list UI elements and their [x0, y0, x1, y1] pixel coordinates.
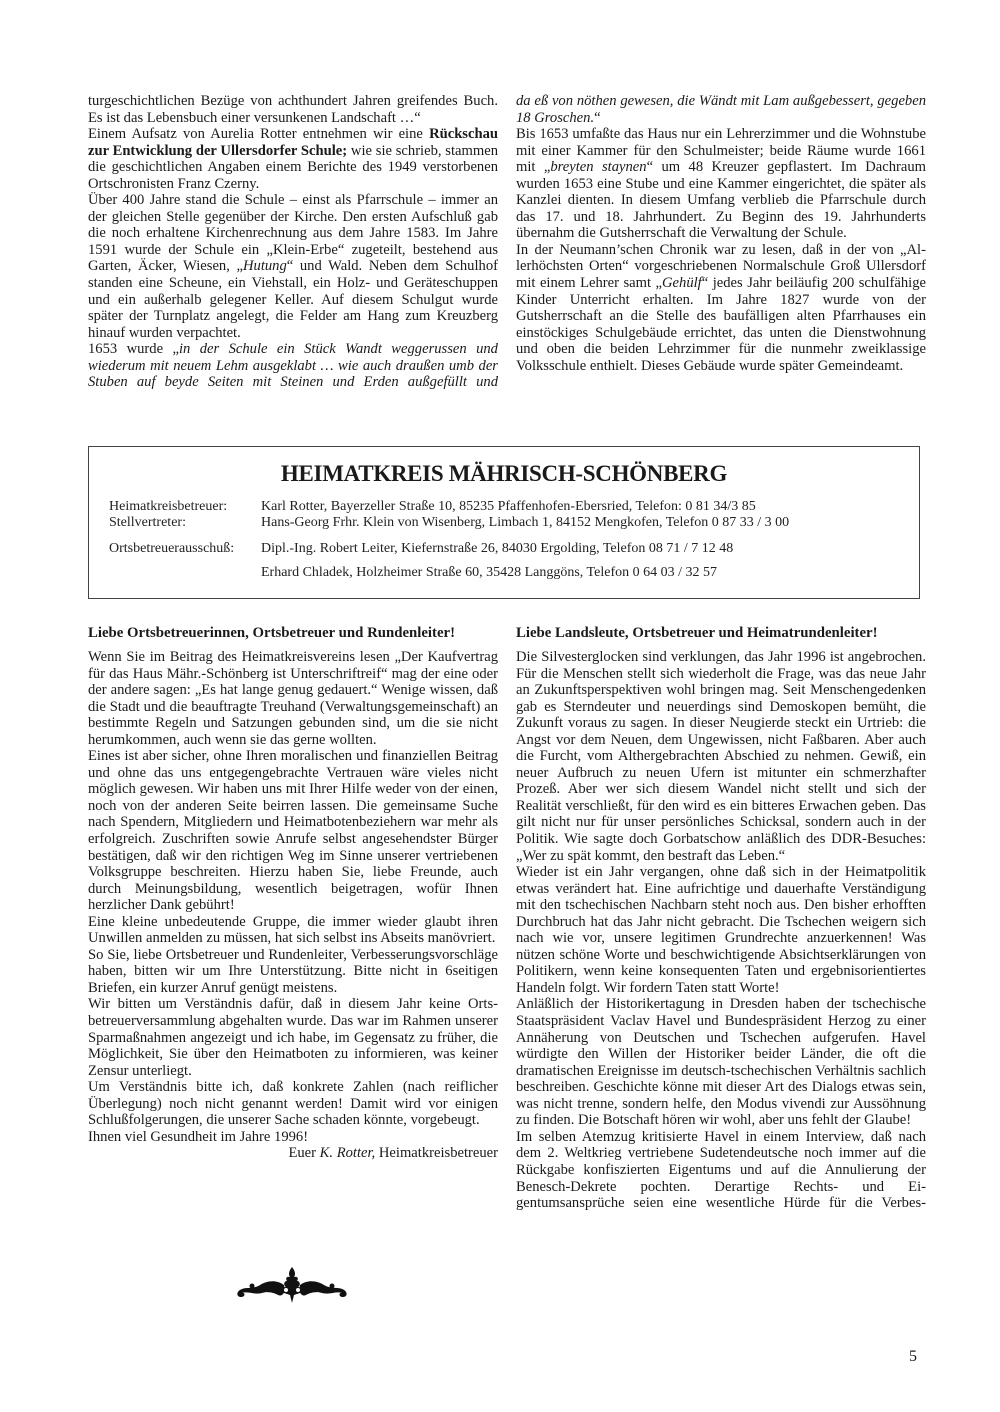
signature-name: K. Rotter,: [319, 1145, 376, 1162]
letter-heading: Liebe Landsleute, Ortsbetreuer und Heimatrundenleiter!: [516, 625, 878, 641]
paragraph: turgeschichtlichen Bezüge von achthundert Jahren greifendes Buch. Es ist das Lebensbuch einer versunkenen Landschaft …“: [88, 93, 498, 126]
paragraph: [88, 341, 498, 391]
italic-text: Gehülf: [662, 275, 702, 292]
paragraph: [88, 126, 498, 192]
paragraph: [88, 192, 498, 341]
info-row-ortsbetreuerausschuss-2: [109, 565, 717, 581]
info-label: Ortsbetreuerausschuß:: [109, 541, 235, 556]
paragraph: Eines ist aber sicher, ohne Ihren moralischen und finanziellen Beitrag und ohne das uns entgegengebrachte Vertrauen wäre vieles nicht möglich gewesen. Wir haben uns mit Ihrer Hilfe weder von der einen, noch von der anderen Seite beirren lassen. Die gemeinsame Suche nach Spendern, Mitgliedern und Heimatbotenbeziehern war mehr als erfolgreich. Zuschriften sowie Anrufe selbst angesehendster Bürger bestätigen, daß wir den richtigen Weg im Sinne unserer vertriebenen Volksgruppe beschreiten. Hierzu haben Sie, liebe Freunde, auch durch Meinungsbildung, wesentlich beigetragen, wofür Ihnen herzlicher Dank gebührt!: [88, 748, 498, 914]
paragraph: [516, 126, 926, 242]
text: 1653 wurde „: [88, 341, 179, 358]
paragraph: Eine kleine unbedeutende Gruppe, die immer wieder glaubt ihren Unwillen anmelden zu müssen, hat sich selbst ins Abseits manövriert.: [88, 913, 498, 947]
text: Heimatkreisbetreuer: [375, 1145, 498, 1162]
info-value: Hans-Georg Frhr. Klein von Wisenberg, Limbach 1, 84152 Mengkofen, Telefon 0 87 33 / 3 00: [261, 515, 790, 530]
paragraph: Um Verständnis bitte ich, daß konkrete Zahlen (nach reiflicher Überlegung) noch nicht genannt werden! Damit wird vor einigen Schlußfolgerungen, die unserer Sache schaden könnte, vorgebeugt.: [88, 1079, 498, 1129]
bold-text: Rückschau zur Entwicklung der Ullersdorfer Schule;: [88, 126, 498, 159]
info-value: Erhard Chladek, Holzheimer Straße 60, 35428 Langgöns, Telefon 0 64 03 / 32 57: [261, 565, 717, 580]
text: “ jedes Jahr beiläufig 200 schulfähige Kinder Unterricht erhalten. Im Jahre 1827 wurde von der Gutsherrschaft an die Stelle des baufälligen alten Pfarrhauses ein einstöckiges Schulgebäude errichtet, das unten die Dienstwohnung und oben die beiden Lehrzimmer für die nunmehr zweiklassige Volksschule enthielt. Dieses Gebäude wurde später Gemeindeamt.: [516, 275, 927, 374]
text: “: [594, 109, 601, 126]
signature: [88, 1145, 498, 1162]
italic-quote: da eß von nöthen gewesen, die Wändt mit Lam außgebessert, gegeben 18 Groschen.: [516, 93, 926, 126]
text: In der Neumann’schen Chronik war zu lesen, daß in der von „Allerhöchsten Orten“ vorgeschriebenen Normalschule Groß Ullersdorf mit einem Lehrer samt „: [516, 241, 926, 292]
paragraph: Wenn Sie im Beitrag des Heimatkreisvereins lesen „Der Kaufvertrag für das Haus Mähr.-Schönberg ist Unterschriftreif“ mag der eine oder der andere sagen: „Es hat lange genug gedauert.“ Wenige wissen, daß die Stadt und die beauftragte Treuhand (Verwaltungsgemeinschaft) an bestimmte Regeln und Satzungen gebunden sind, um die sie nicht herumkommen, auch wenn sie das gerne wollten.: [88, 649, 498, 748]
text: wie sie schrieb, stammen die geschichtlichen Angaben einem Berichte des 1949 verstorbenen Ortschronisten Franz Czerny.: [88, 142, 498, 192]
page-number: 5: [909, 1348, 917, 1365]
article-column-top-left: [88, 93, 498, 391]
text: Über 400 Jahre stand die Schule – einst als Pfarrschule – immer an der gleichen Stelle gegenüber der Kirche. Den ersten Aufschluß gab die noch erhaltene Kirchenrechnung aus dem Jahre 1583. Im Jahre 1591 wurde der Schule ein „Klein-Erbe“ zugeteilt, bestehend aus Garten, Äcker, Wiesen, „: [88, 192, 498, 275]
italic-text: Hutung: [242, 258, 287, 275]
infobox-title: HEIMATKREIS MÄHRISCH-SCHÖNBERG: [280, 461, 728, 486]
text: Bis 1653 umfaßte das Haus nur ein Lehrerzimmer und die Wohnstube mit einer Kammer für den Schulmeister; beide Räume wurde 1661 mit „: [516, 126, 926, 176]
paragraph: [516, 93, 926, 126]
info-row-stellvertreter: [109, 515, 789, 531]
text: Einem Aufsatz von Aurelia Rotter entnehmen wir eine: [88, 126, 430, 143]
info-label: Stellvertreter:: [109, 515, 186, 530]
paragraph: Wieder ist ein Jahr vergangen, ohne daß sich in der Heimatpolitik etwas verändert hat. Eine aufrichtige und dauerhafte Verständigung mit den tschechischen Nachbarn steht noch aus. Den bisher erhofften Durchbruch hat das Jahr nicht gebracht. Die Tschechen weigern sich nach wie vor, unsere legitimen Grundrechte anzuerkennen! Was nützen schöne Worte und beschwichtigende Absichtserklärungen von Politikern, wenn keine konsequenten Taten und ergebnisorientiertes Handeln folgt. Wir fordern Taten statt Worte!: [516, 864, 926, 996]
ornamental-flourish-icon: [232, 1265, 352, 1305]
text: Euer: [288, 1145, 320, 1162]
paragraph: Im selben Atemzug kritisierte Havel in einem Interview, daß nach dem 2. Weltkrieg vertriebene Sudetendeutsche noch immer auf die Rückgabe konfiszierten Eigentums und auf die Annulierung der Benesch-Dekrete pochten. Derartige Rechts- und Eigentumsansprüche seien eine wesentliche Hürde für die Verbes-: [516, 1128, 926, 1212]
info-value: Karl Rotter, Bayerzeller Straße 10, 85235 Pfaffenhofen-Ebersried, Telefon: 0 81 34/3 85: [261, 499, 756, 514]
info-value: Dipl.-Ing. Robert Leiter, Kiefernstraße 26, 84030 Ergolding, Telefon 08 71 / 7 12 48: [261, 541, 734, 556]
text: “ um 48 Kreuzer gepflastert. Im Dachraum wurden 1653 eine Stube und eine Kammer eingerichtet, die später als Kanzlei dienten. In diesem Umfang verblieb die Pfarrschule durch das 17. und 18. Jahrhundert. Zu Beginn des 19. Jahrhunderts übernahm die Gutsherrschaft die Verwaltung der Schule.: [516, 159, 926, 242]
italic-quote: in der Schule ein Stück Wandt weggerussen und wiederum mit neuem Lehm ausgeklabt … wie auch draußen umb der Stuben auf beyde Seiten mit Steinen und Erden außgefüllt und: [88, 341, 498, 391]
paragraph: So Sie, liebe Ortsbetreuer und Rundenleiter, Verbesserungsvorschläge haben, bitten wir um Ihre Unterstützung. Bitte nicht in 6seitigen Briefen, ein kurzer Anruf genügt meistens.: [88, 946, 498, 996]
info-row-ortsbetreuerausschuss: [109, 541, 733, 557]
letter-heading: Liebe Ortsbetreuerinnen, Ortsbetreuer und Rundenleiter!: [88, 625, 456, 641]
heimatkreis-info-box: [88, 446, 920, 599]
letter-right: [516, 624, 926, 1212]
info-label: Heimatkreisbetreuer:: [109, 499, 228, 514]
paragraph: Ihnen viel Gesundheit im Jahre 1996!: [88, 1128, 309, 1145]
text: “ und Wald. Neben dem Schulhof standen eine Scheune, ein Viehstall, ein Holz- und Geräteschuppen und ein außerhalb gelegener Keller. Auf diesem Schulgut wurde später der Turnplatz angelegt, die Felder am Hang zum Kreuzberg hinauf wurden verpachtet.: [88, 258, 498, 341]
letter-left: [88, 624, 498, 1162]
paragraph: Wir bitten um Verständnis dafür, daß in diesem Jahr keine Ortsbetreuerversammlung abgehalten wurde. Das war im Rahmen unserer Sparmaßnahmen angezeigt und ich habe, im Gegensatz zu früher, die Möglichkeit, Sie über den Heimatboten zu informieren, was keiner Zensur unterliegt.: [88, 996, 498, 1079]
paragraph: [516, 242, 926, 374]
italic-text: breyten staynen: [550, 159, 647, 176]
article-column-top-right: [516, 93, 926, 374]
info-row-betreuer: [109, 499, 756, 515]
paragraph: Die Silvesterglocken sind verklungen, das Jahr 1996 ist angebrochen. Für die Menschen stellt sich wiederholt die Frage, was das neue Jahr an Zukunftsperspektiven wohl bringen mag. Seit Menschengedenken gab es Sterndeuter und neuerdings sind Demoskopen bemüht, die Zukunft voraus zu sagen. In dieser Neugierde steckt ein Urtrieb: die Angst vor dem Neuen, dem Ungewissen, nicht Faßbaren. Aber auch die Furcht, vom Althergebrachten Abschied zu nehmen. Gewiß, ein neuer Aufbruch zu neuen Ufern ist mitunter ein schmerzhafter Prozeß. Aber wer sich diesem Wandel nicht stellt und sich der Realität verschließt, für den wird es ein bitteres Erwachen geben. Das gilt nicht nur für unser persönliches Schicksal, sondern auch in der Politik. Wie sagte doch Gorbatschow anläßlich des DDR-Besuches: „Wer zu spät kommt, den bestraft das Leben.“: [516, 649, 926, 864]
paragraph: Anläßlich der Historikertagung in Dresden haben der tschechische Staatspräsident Vaclav Havel und Bundespräsident Herzog zu einer Annäherung von Deutschen und Tschechen aufgerufen. Havel würdigte den Willen der Historiker beider Länder, die oft die dramatischen Ereignisse im deutsch-tschechischen Verhältnis sachlich beschreiben. Geschichte könne mit dieser Art des Dialogs etwas sein, was nicht trenne, sondern helfe, den Modus vivendi zur Aussöhnung zu finden. Die Botschaft hören wir wohl, aber uns fehlt der Glaube!: [516, 996, 926, 1129]
